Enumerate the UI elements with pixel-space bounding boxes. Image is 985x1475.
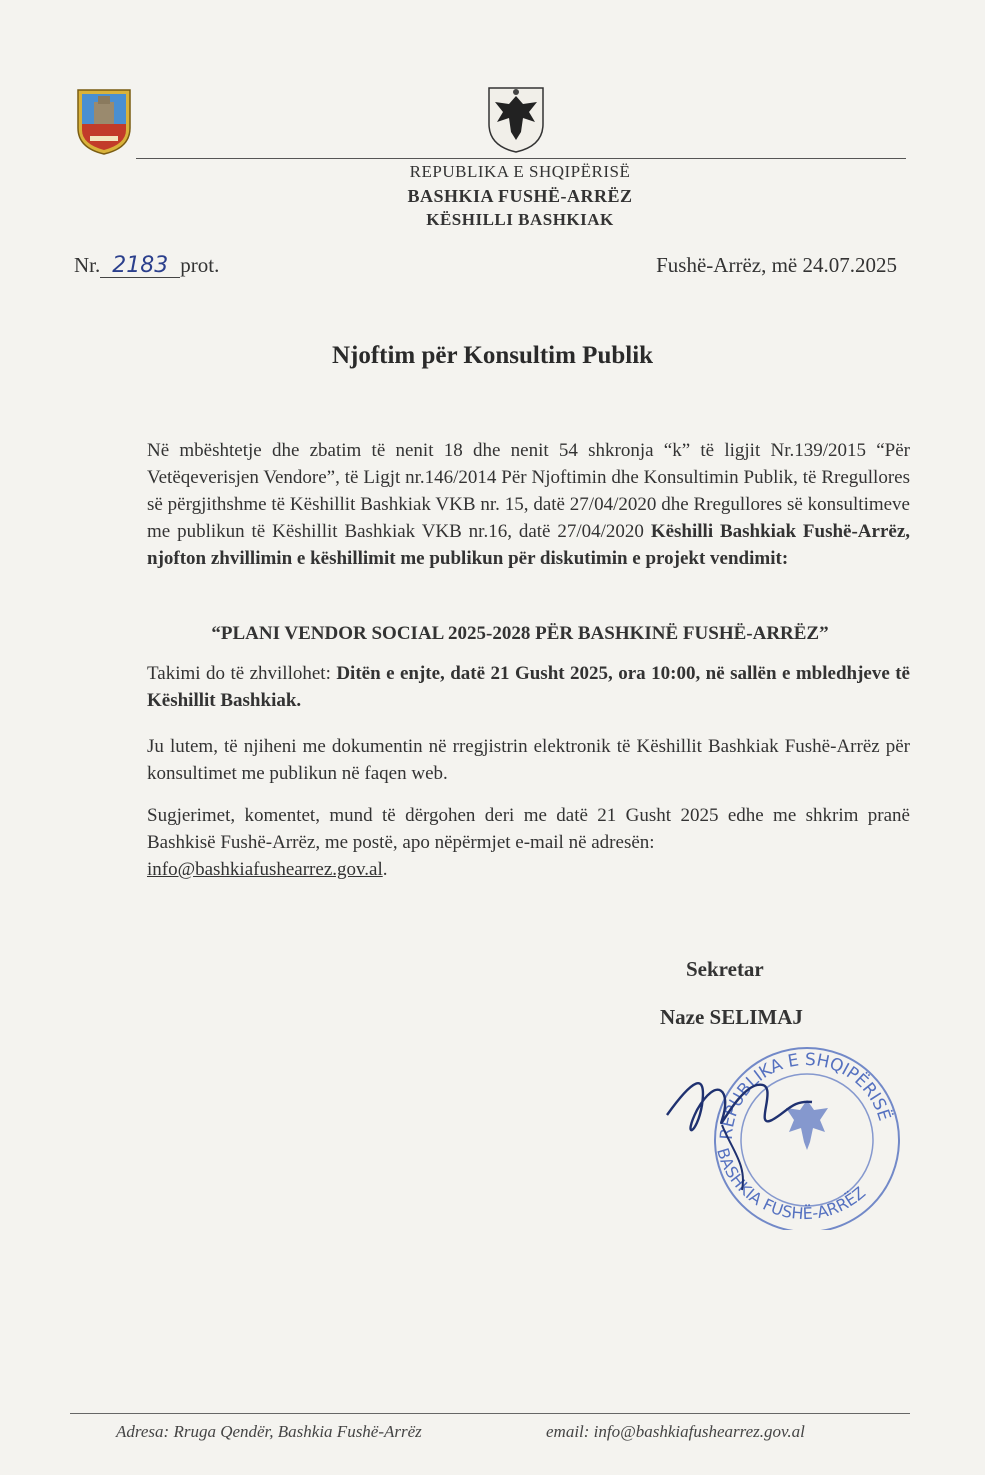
paragraph-meeting-bold: Ditën e enjte, datë 21 Gusht 2025, ora 10:00, në sallën e mbledhjeve të Këshillit Bashkiak. [147,663,910,711]
municipality-coat-of-arms-icon [76,88,132,156]
header-rule [136,158,906,159]
paragraph-legal-basis [147,437,910,572]
albanian-emblem-icon [485,82,547,154]
paragraph-suggestions-end: . [382,859,388,880]
paragraph-meeting [147,660,910,714]
email-link[interactable]: info@bashkiafushearrez.gov.al [147,859,383,880]
paragraph-meeting-text: Takimi do të zhvillohet: [147,663,337,684]
protocol-suffix: prot. [180,253,220,277]
signature-role: Sekretar [686,957,764,981]
paragraph-legal-basis-text: Në mbështetje dhe zbatim të nenit 18 dhe nenit 54 shkronja “k” të ligjit Nr.139/2015 “Për Vetëqeverisjen Vendore”, të Ligjt nr.146/2014 Për Njoftimin dhe Konsultimin Publik, të Rregullores së përgjithshme të Këshillit Bashkiak VKB nr. 15, datë 27/04/2020 dhe Rregullores së konsultimeve me publikun të Këshillit Bashkiak VKB nr.16, datë 27/04/2020 [147,440,910,542]
header-council: KËSHILLI BASHKIAK [426,210,614,229]
header-municipality: BASHKIA FUSHË-ARRËZ [407,186,633,206]
place-date: Fushë-Arrëz, më 24.07.2025 [656,253,897,277]
paragraph-suggestions [147,802,910,883]
protocol-prefix: Nr. [74,253,101,277]
svg-text:BASHKIA FUSHË-ARRËZ: BASHKIA FUSHË-ARRËZ [712,1145,870,1224]
protocol-number [74,253,219,278]
official-stamp-icon [662,1030,912,1230]
svg-text:REPUBLIKA E SHQIPËRISË: REPUBLIKA E SHQIPËRISË [716,1049,895,1141]
signature-name: Naze SELIMAJ [660,1005,803,1029]
paragraph-document-registry: Ju lutem, të njiheni me dokumentin në rregjistrin elektronik të Këshillit Bashkiak Fushë-Arrëz për konsultimet me publikun në faqen web. [147,736,910,784]
project-title: “PLANI VENDOR SOCIAL 2025-2028 PËR BASHKINË FUSHË-ARRËZ” [211,623,829,644]
paragraph-suggestions-text: Sugjerimet, komentet, mund të dërgohen deri me datë 21 Gusht 2025 edhe me shkrim pranë Bashkisë Fushë-Arrëz, me postë, apo nëpërmjet e-mail në adresën: [147,805,910,853]
footer-email: email: info@bashkiafushearrez.gov.al [546,1422,805,1441]
protocol-handwritten-number: 2183 [100,255,180,278]
document-title: Njoftim për Konsultim Publik [331,342,654,369]
footer-rule [70,1413,910,1414]
footer-address: Adresa: Rruga Qendër, Bashkia Fushë-Arrëz [116,1422,422,1441]
header-republic: REPUBLIKA E SHQIPËRISË [409,162,631,181]
paragraph-legal-basis-bold: Këshilli Bashkiak Fushë-Arrëz, njofton zhvillimin e këshillimit me publikun për diskutimin e projekt vendimit: [147,521,911,569]
